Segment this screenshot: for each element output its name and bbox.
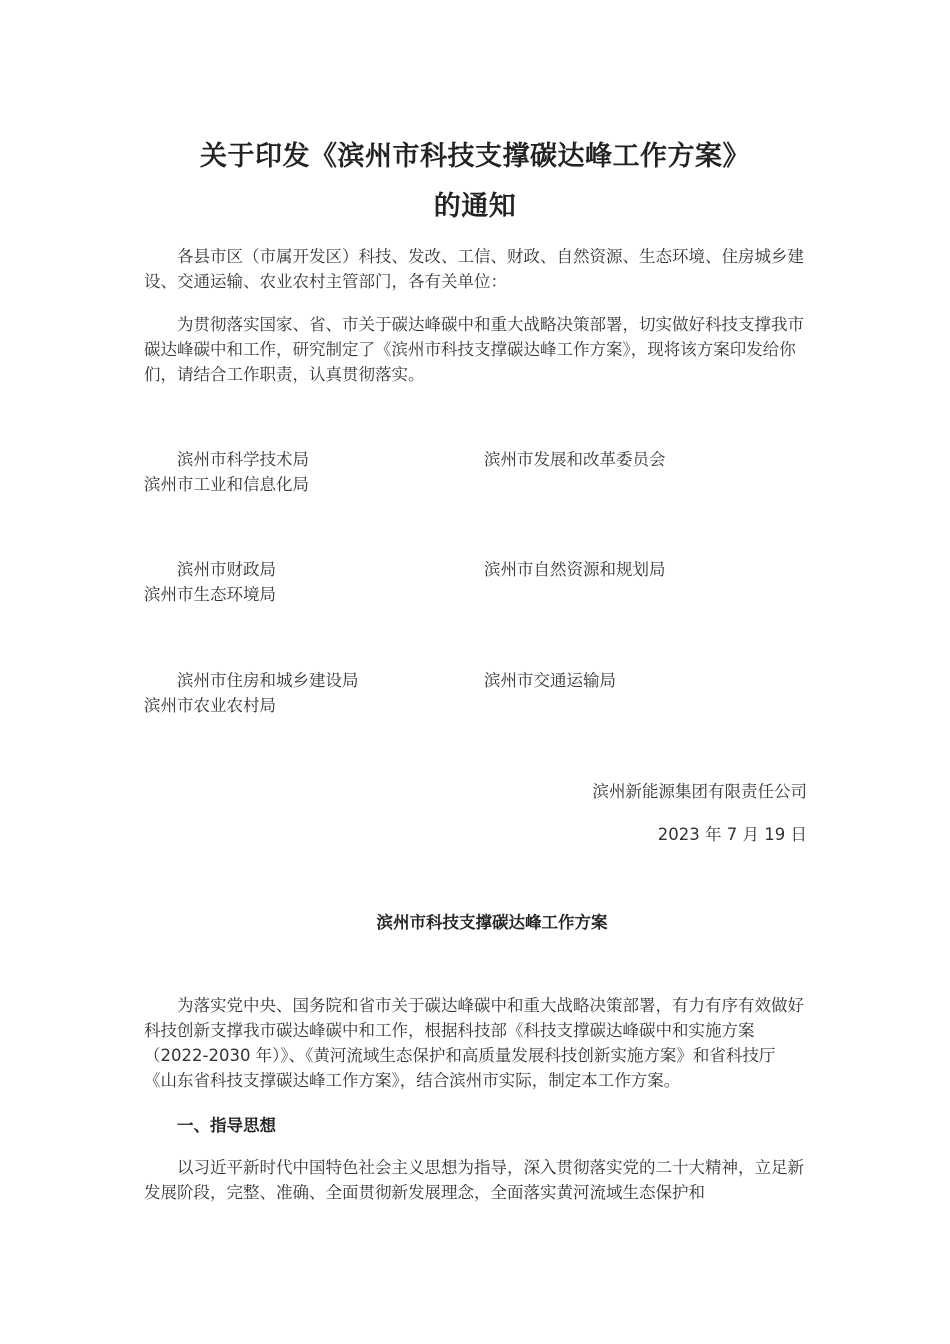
issue-date: 2023 年 7 月 19 日 <box>657 825 807 844</box>
signatory-row1-left: 滨州市科学技术局 <box>177 450 309 469</box>
signatory-row1-below: 滨州市工业和信息化局 <box>144 475 309 494</box>
signatory-row2-right: 滨州市自然资源和规划局 <box>484 560 666 579</box>
plan-title: 滨州市科技支撑碳达峰工作方案 <box>376 913 608 932</box>
signatory-row3-right: 滨州市交通运输局 <box>484 671 616 690</box>
section1-heading: 一、指导思想 <box>177 1116 276 1135</box>
signatory-row3-left: 滨州市住房和城乡建设局 <box>177 671 359 690</box>
issuing-company: 滨州新能源集团有限责任公司 <box>592 782 807 801</box>
section1-body: 以习近平新时代中国特色社会主义思想为指导，深入贯彻落实党的二十大精神，立足新发展阶段，完整、准确、全面贯彻新发展理念，全面落实黄河流域生态保护和 <box>144 1158 804 1202</box>
notice-body: 为贯彻落实国家、省、市关于碳达峰碳中和重大战略决策部署，切实做好科技支撑我市碳达峰碳中和工作，研究制定了《滨州市科技支撑碳达峰工作方案》，现将该方案印发给你们，请结合工作职责，认真贯彻落实。 <box>144 315 804 384</box>
notice-title-line1: 关于印发《滨州市科技支撑碳达峰工作方案》 <box>200 141 750 172</box>
signatory-row1-right: 滨州市发展和改革委员会 <box>484 450 666 469</box>
plan-intro: 为落实党中央、国务院和省市关于碳达峰碳中和重大战略决策部署，有力有序有效做好科技创新支撑我市碳达峰碳中和工作，根据科技部《科技支撑碳达峰碳中和实施方案（2022-2030 年）》、《黄河流域生态保护和高质量发展科技创新实施方案》和省科技厅《山东省科技支撑碳达峰工作方案》，结合滨州市实际，制定本工作方案。 <box>144 996 804 1090</box>
signatory-row2-below: 滨州市生态环境局 <box>144 585 276 604</box>
notice-title-line2: 的通知 <box>433 191 517 222</box>
signatory-row3-below: 滨州市农业农村局 <box>144 696 276 715</box>
notice-recipients: 各县市区（市属开发区）科技、发改、工信、财政、自然资源、生态环境、住房城乡建设、交通运输、农业农村主管部门，各有关单位： <box>144 247 804 291</box>
signatory-row2-left: 滨州市财政局 <box>177 560 276 579</box>
